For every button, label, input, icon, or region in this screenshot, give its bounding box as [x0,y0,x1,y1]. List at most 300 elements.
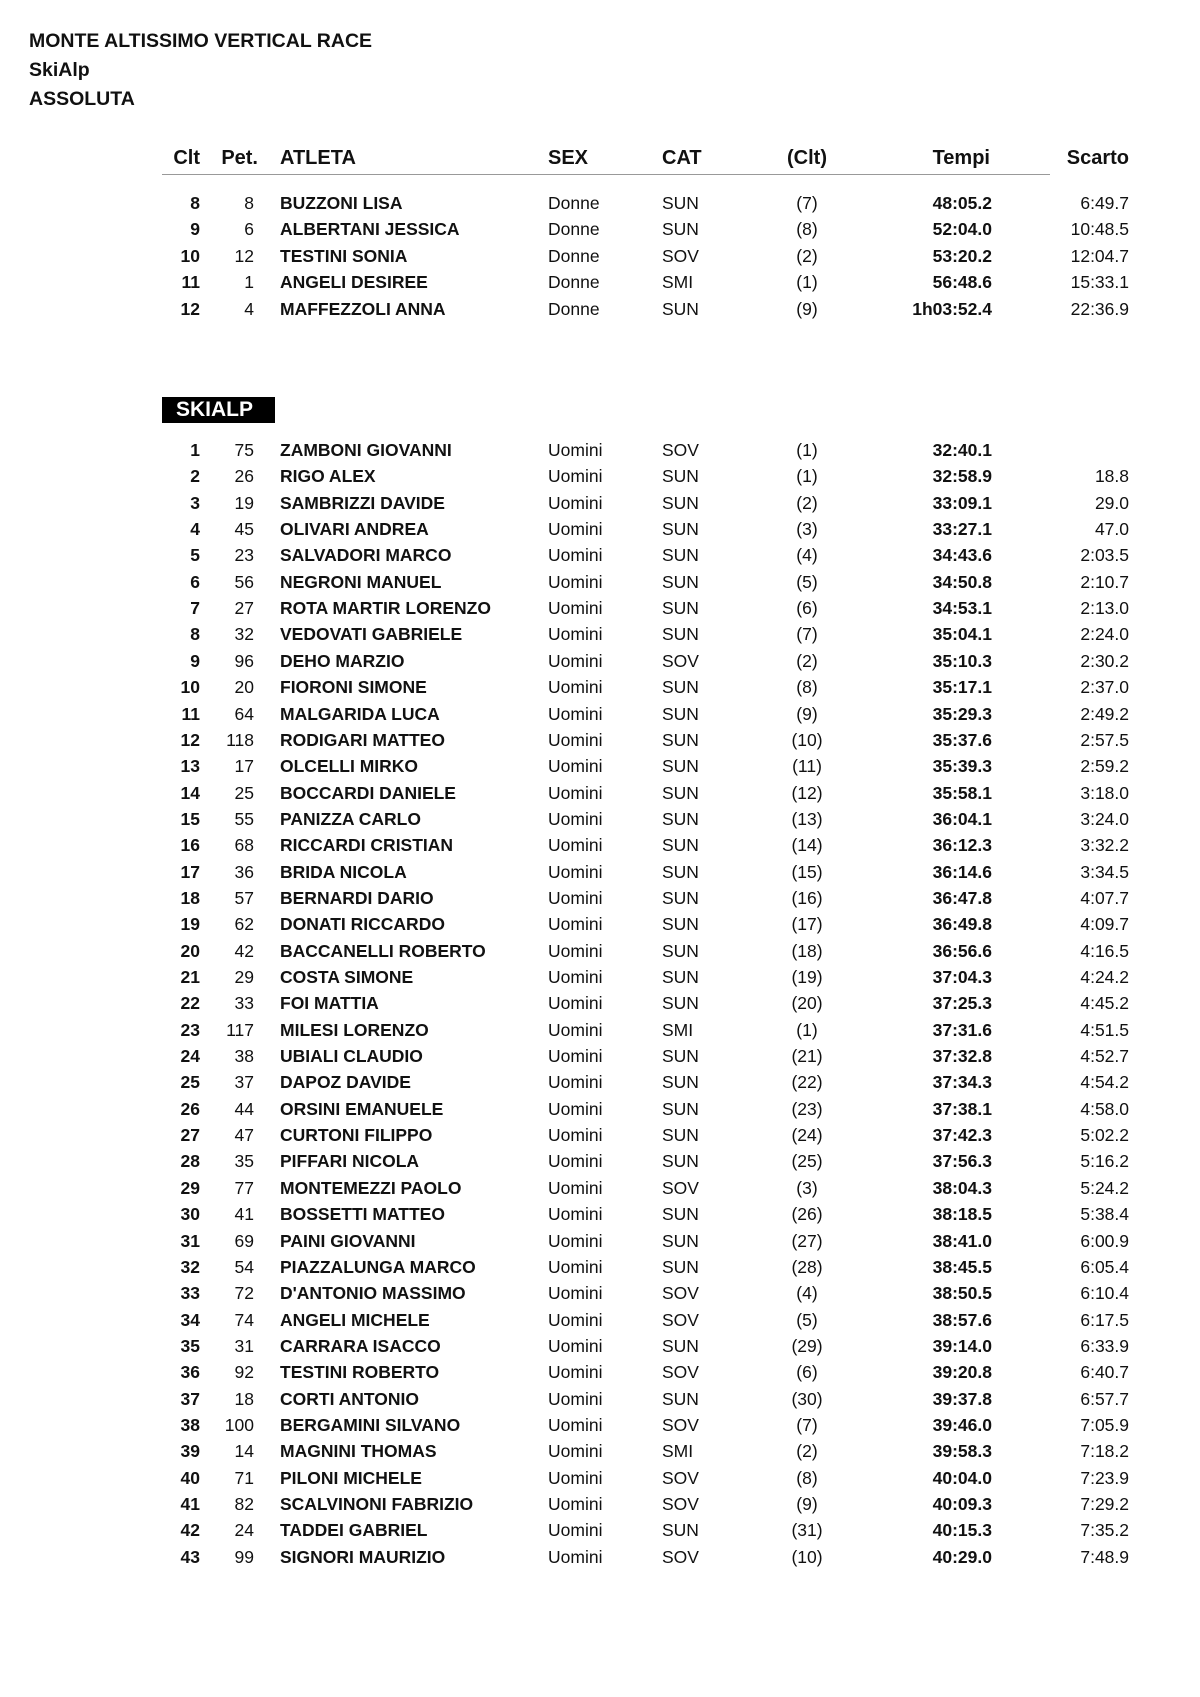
bib-cell: 17 [234,756,254,777]
table-row [162,1044,1129,1070]
time-cell: 35:37.6 [932,729,992,750]
athlete-name-cell: ORSINI EMANUELE [280,1098,444,1119]
athlete-name-cell: OLCELLI MIRKO [280,756,419,777]
bib-cell: 18 [234,1388,254,1409]
bib-cell: 75 [234,440,254,460]
category-rank-cell: (9) [796,703,818,724]
rank-cell: 41 [180,1494,200,1514]
gap-cell: 10:48.5 [1070,219,1129,240]
category-cell: SOV [662,1494,699,1514]
gap-cell: 4:16.5 [1080,940,1129,961]
sex-cell: Uomini [548,1125,603,1146]
athlete-name-cell: BACCANELLI ROBERTO [280,940,486,961]
category-rank-cell: (26) [791,1204,823,1225]
athlete-name-cell: SALVADORI MARCO [280,545,452,566]
rank-cell: 14 [180,782,200,803]
athlete-name-cell: PILONI MICHELE [280,1467,422,1488]
time-cell: 37:31.6 [932,1019,992,1040]
header-bib: Pet. [221,147,258,169]
bib-cell: 33 [234,993,254,1014]
rank-cell: 12 [180,298,200,319]
category-rank-cell: (10) [791,729,823,750]
category-cell: SUN [662,808,699,829]
rank-cell: 2 [190,466,200,487]
category-cell: SUN [662,1204,699,1225]
gap-cell: 5:24.2 [1080,1177,1129,1198]
category-rank-cell: (8) [796,1467,818,1488]
category-cell: SOV [662,1546,699,1567]
category-rank-cell: (20) [791,993,823,1014]
category-rank-cell: (2) [796,650,818,671]
table-row [162,1149,1129,1175]
rank-cell: 23 [180,1019,200,1040]
athlete-name-cell: SAMBRIZZI DAVIDE [280,492,445,513]
time-cell: 1h03:52.4 [912,298,992,319]
athlete-name-cell: CORTI ANTONIO [280,1388,420,1409]
time-cell: 38:45.5 [932,1256,992,1277]
category-rank-cell: (9) [796,1494,818,1514]
category-rank-cell: (7) [796,1414,818,1435]
time-cell: 36:56.6 [932,940,992,961]
rank-cell: 3 [190,492,200,513]
bib-cell: 24 [234,1520,254,1541]
time-cell: 56:48.6 [932,272,992,293]
rank-cell: 18 [180,887,200,908]
time-cell: 40:04.0 [932,1467,992,1488]
bib-cell: 44 [234,1098,254,1119]
time-cell: 36:12.3 [932,835,992,856]
category-cell: SMI [662,1441,694,1462]
category-rank-cell: (4) [796,1283,818,1304]
time-cell: 53:20.2 [932,245,992,266]
bib-cell: 27 [234,598,254,619]
table-row [162,912,1129,938]
table-row [162,1097,1129,1123]
gap-cell: 4:07.7 [1080,887,1129,908]
rank-cell: 12 [180,729,200,750]
athlete-name-cell: RODIGARI MATTEO [280,729,445,750]
sex-cell: Uomini [548,1151,603,1172]
table-row [162,1308,1129,1334]
category-rank-cell: (30) [791,1388,823,1409]
bib-cell: 6 [244,219,254,240]
rank-cell: 1 [190,440,200,460]
gap-cell: 3:24.0 [1080,808,1129,829]
gap-cell: 2:10.7 [1080,571,1129,592]
gap-cell: 4:45.2 [1080,993,1129,1014]
bib-cell: 36 [234,861,254,882]
bib-cell: 69 [234,1230,254,1251]
sex-cell: Uomini [548,993,603,1014]
bib-cell: 35 [234,1151,254,1172]
gap-cell: 47.0 [1094,519,1129,540]
time-cell: 38:50.5 [932,1283,992,1304]
time-cell: 36:49.8 [932,914,992,935]
category-rank-cell: (25) [791,1151,823,1172]
category-cell: SOV [662,1283,699,1304]
rank-cell: 42 [180,1520,200,1541]
category-cell: SUN [662,492,699,513]
table-row [162,297,1129,323]
rank-cell: 39 [180,1441,200,1462]
table-row [162,991,1129,1017]
category-cell: SUN [662,598,699,619]
athlete-name-cell: TESTINI ROBERTO [280,1362,440,1383]
time-cell: 39:37.8 [932,1388,992,1409]
time-cell: 36:14.6 [932,861,992,882]
table-row [162,939,1129,965]
section-label-skialp-m: SKIALP M [162,397,275,423]
rank-cell: 28 [180,1151,200,1172]
header-category: CAT [662,147,702,169]
bib-cell: 12 [234,245,254,266]
time-cell: 39:20.8 [932,1362,992,1383]
time-cell: 39:58.3 [932,1441,992,1462]
sex-cell: Donne [548,298,600,319]
header-clt: Clt [173,147,200,169]
rank-cell: 10 [180,677,200,698]
rank-cell: 35 [180,1335,200,1356]
category-cell: SOV [662,1414,699,1435]
rank-cell: 38 [180,1414,200,1435]
athlete-name-cell: BUZZONI LISA [280,193,403,213]
time-cell: 52:04.0 [932,219,992,240]
category-rank-cell: (24) [791,1125,823,1146]
sex-cell: Uomini [548,1283,603,1304]
category-cell: SUN [662,861,699,882]
table-row [162,675,1129,701]
category-cell: SUN [662,1098,699,1119]
bib-cell: 4 [244,298,254,319]
gap-cell: 4:24.2 [1080,967,1129,987]
time-cell: 36:47.8 [932,887,992,908]
bib-cell: 100 [224,1414,254,1435]
bib-cell: 23 [234,545,254,566]
sex-cell: Uomini [548,1494,603,1514]
category-cell: SUN [662,571,699,592]
sex-cell: Uomini [548,782,603,803]
athlete-name-cell: SCALVINONI FABRIZIO [280,1494,474,1514]
category-cell: SUN [662,193,699,213]
sex-cell: Uomini [548,1230,603,1251]
category-cell: SMI [662,1019,694,1040]
table-row [162,886,1129,912]
sex-cell: Uomini [548,1256,603,1277]
table-row [162,1387,1129,1413]
bib-cell: 25 [234,782,254,803]
time-cell: 35:58.1 [932,782,992,803]
bib-cell: 71 [234,1467,254,1488]
athlete-name-cell: DAPOZ DAVIDE [280,1072,411,1093]
rank-cell: 43 [180,1546,200,1567]
category-cell: SUN [662,219,699,240]
bib-cell: 99 [234,1546,254,1567]
rank-cell: 11 [181,703,200,724]
athlete-name-cell: D'ANTONIO MASSIMO [280,1283,466,1304]
bib-cell: 57 [234,887,254,908]
table-row [162,464,1129,490]
category-rank-cell: (8) [796,677,818,698]
category-cell: SOV [662,245,699,266]
category-rank-cell: (28) [791,1256,823,1277]
sex-cell: Uomini [548,571,603,592]
category-rank-cell: (8) [796,219,818,240]
gap-cell: 6:17.5 [1080,1309,1129,1330]
rank-cell: 4 [190,519,200,540]
bib-cell: 55 [234,808,254,829]
table-row [162,1281,1129,1307]
category-rank-cell: (23) [791,1098,823,1119]
gap-cell: 29.0 [1094,492,1129,513]
sex-cell: Uomini [548,1335,603,1356]
athlete-name-cell: BRIDA NICOLA [280,861,407,882]
athlete-name-cell: MONTEMEZZI PAOLO [280,1177,462,1198]
gap-cell: 7:29.2 [1080,1494,1129,1514]
rank-cell: 20 [180,940,200,961]
table-row [162,191,1129,217]
category-rank-cell: (27) [791,1230,823,1251]
category-rank-cell: (5) [796,1309,818,1330]
table-row [162,1255,1129,1281]
athlete-name-cell: OLIVARI ANDREA [280,519,429,540]
athlete-name-cell: UBIALI CLAUDIO [280,1046,423,1067]
athlete-name-cell: CARRARA ISACCO [280,1335,441,1356]
athlete-name-cell: TADDEI GABRIEL [280,1520,428,1541]
rank-cell: 29 [180,1177,200,1198]
bib-cell: 38 [234,1046,254,1067]
table-row [162,1123,1129,1149]
rank-cell: 15 [180,808,200,829]
category-rank-cell: (1) [796,1019,818,1040]
bib-cell: 74 [234,1309,254,1330]
time-cell: 32:40.1 [932,440,992,460]
time-cell: 37:56.3 [932,1151,992,1172]
sex-cell: Uomini [548,703,603,724]
time-cell: 37:32.8 [932,1046,992,1067]
rank-cell: 30 [180,1204,200,1225]
bib-cell: 117 [226,1019,254,1040]
sex-cell: Uomini [548,835,603,856]
category-rank-cell: (13) [791,808,823,829]
rank-cell: 25 [180,1072,200,1093]
category-cell: SUN [662,1046,699,1067]
category-cell: SUN [662,887,699,908]
time-cell: 38:41.0 [932,1230,992,1251]
category-rank-cell: (2) [796,1441,818,1462]
category-rank-cell: (3) [796,519,818,540]
table-row [162,1518,1129,1544]
time-cell: 33:27.1 [932,519,992,540]
category-cell: SUN [662,1072,699,1093]
category-cell: SUN [662,298,699,319]
rank-cell: 6 [190,571,200,592]
gap-cell: 18.8 [1094,466,1129,487]
sex-cell: Uomini [548,756,603,777]
bib-cell: 96 [234,650,254,671]
bib-cell: 62 [234,914,254,935]
gap-cell: 3:18.0 [1080,782,1129,803]
category-cell: SUN [662,466,699,487]
athlete-name-cell: MILESI LORENZO [280,1019,429,1040]
athlete-name-cell: VEDOVATI GABRIELE [280,624,463,645]
ranking-type-label: ASSOLUTA [29,88,135,110]
athlete-name-cell: DEHO MARZIO [280,650,405,671]
category-cell: SUN [662,914,699,935]
time-cell: 38:18.5 [932,1204,992,1225]
time-cell: 35:29.3 [932,703,992,724]
athlete-name-cell: ROTA MARTIR LORENZO [280,598,491,619]
sex-cell: Uomini [548,1309,603,1330]
time-cell: 37:38.1 [932,1098,992,1119]
category-rank-cell: (16) [791,887,823,908]
table-row [162,596,1129,622]
category-cell: SUN [662,1520,699,1541]
athlete-name-cell: CURTONI FILIPPO [280,1125,433,1146]
sex-cell: Donne [548,272,600,293]
gap-cell: 4:58.0 [1080,1098,1129,1119]
gap-cell: 5:02.2 [1080,1125,1129,1146]
sex-cell: Uomini [548,729,603,750]
sex-cell: Uomini [548,519,603,540]
table-row [162,833,1129,859]
athlete-name-cell: MALGARIDA LUCA [280,703,440,724]
bib-cell: 14 [234,1441,254,1462]
sex-cell: Uomini [548,914,603,935]
category-rank-cell: (22) [791,1072,823,1093]
athlete-name-cell: PIFFARI NICOLA [280,1151,420,1172]
table-row [162,1360,1129,1386]
category-rank-cell: (4) [796,545,818,566]
time-cell: 35:39.3 [932,756,992,777]
gap-cell: 4:51.5 [1080,1019,1129,1040]
athlete-name-cell: BERNARDI DARIO [280,887,434,908]
rank-cell: 32 [180,1256,200,1277]
category-rank-cell: (9) [796,298,818,319]
discipline-label: SkiAlp [29,59,90,81]
sex-cell: Uomini [548,1019,603,1040]
athlete-name-cell: BOSSETTI MATTEO [280,1204,445,1225]
sex-cell: Uomini [548,1072,603,1093]
sex-cell: Uomini [548,1046,603,1067]
athlete-name-cell: DONATI RICCARDO [280,914,445,935]
header-gap: Scarto [1066,147,1129,169]
bib-cell: 1 [244,272,254,293]
table-row [162,1018,1129,1044]
time-cell: 38:04.3 [932,1177,992,1198]
sex-cell: Uomini [548,887,603,908]
table-row [162,543,1129,569]
category-rank-cell: (31) [791,1520,823,1541]
athlete-name-cell: COSTA SIMONE [280,967,414,987]
category-cell: SUN [662,729,699,750]
bib-cell: 29 [234,967,254,987]
header-sex: SEX [548,147,589,169]
sex-cell: Donne [548,193,600,213]
athlete-name-cell: TESTINI SONIA [280,245,408,266]
bib-cell: 56 [234,571,254,592]
athlete-name-cell: PAINI GIOVANNI [280,1230,416,1251]
sex-cell: Donne [548,219,600,240]
category-rank-cell: (5) [796,571,818,592]
sex-cell: Uomini [548,545,603,566]
sex-cell: Uomini [548,808,603,829]
bib-cell: 20 [234,677,254,698]
results-table-header [162,146,1129,175]
table-row [162,649,1129,675]
athlete-name-cell: SIGNORI MAURIZIO [280,1546,446,1567]
time-cell: 35:04.1 [932,624,992,645]
gap-cell: 4:52.7 [1080,1046,1129,1067]
time-cell: 39:46.0 [932,1414,992,1435]
gap-cell: 22:36.9 [1070,298,1129,319]
rank-cell: 37 [180,1388,200,1409]
category-cell: SUN [662,940,699,961]
table-row [162,1229,1129,1255]
table-row [162,1334,1129,1360]
category-cell: SUN [662,756,699,777]
table-row [162,1202,1129,1228]
category-cell: SOV [662,1309,699,1330]
header-time: Tempi [932,147,990,169]
category-rank-cell: (17) [791,914,823,935]
table-row [162,491,1129,517]
table-row [162,781,1129,807]
table-row [162,217,1129,243]
table-row [162,807,1129,833]
table-row [162,270,1129,296]
bib-cell: 64 [234,703,254,724]
sex-cell: Uomini [548,1546,603,1567]
table-row [162,1439,1129,1465]
time-cell: 40:29.0 [932,1546,992,1567]
bib-cell: 77 [234,1177,254,1198]
time-cell: 40:15.3 [932,1520,992,1541]
sex-cell: Uomini [548,1204,603,1225]
athlete-name-cell: MAGNINI THOMAS [280,1441,437,1462]
category-rank-cell: (18) [791,940,823,961]
gap-cell: 2:24.0 [1080,624,1129,645]
category-rank-cell: (29) [791,1335,823,1356]
category-cell: SUN [662,1125,699,1146]
header-category-rank: (Clt) [787,147,827,169]
category-cell: SUN [662,967,699,987]
category-cell: SUN [662,677,699,698]
table-row [162,728,1129,754]
table-row [162,244,1129,270]
gap-cell: 7:23.9 [1080,1467,1129,1488]
rank-cell: 9 [190,650,200,671]
time-cell: 40:09.3 [932,1494,992,1514]
rank-cell: 24 [180,1046,200,1067]
athlete-name-cell: RIGO ALEX [280,466,376,487]
sex-cell: Uomini [548,440,603,460]
sex-cell: Uomini [548,940,603,961]
bib-cell: 31 [234,1335,254,1356]
sex-cell: Uomini [548,1098,603,1119]
table-row [162,965,1129,991]
gap-cell: 5:38.4 [1080,1204,1129,1225]
sex-cell: Donne [548,245,600,266]
category-cell: SOV [662,650,699,671]
category-rank-cell: (15) [791,861,823,882]
race-title: MONTE ALTISSIMO VERTICAL RACE [29,30,373,52]
athlete-name-cell: MAFFEZZOLI ANNA [280,298,446,319]
category-rank-cell: (6) [796,598,818,619]
category-rank-cell: (1) [796,466,818,487]
gap-cell: 2:37.0 [1080,677,1129,698]
gap-cell: 6:10.4 [1080,1283,1129,1304]
bib-cell: 32 [234,624,254,645]
